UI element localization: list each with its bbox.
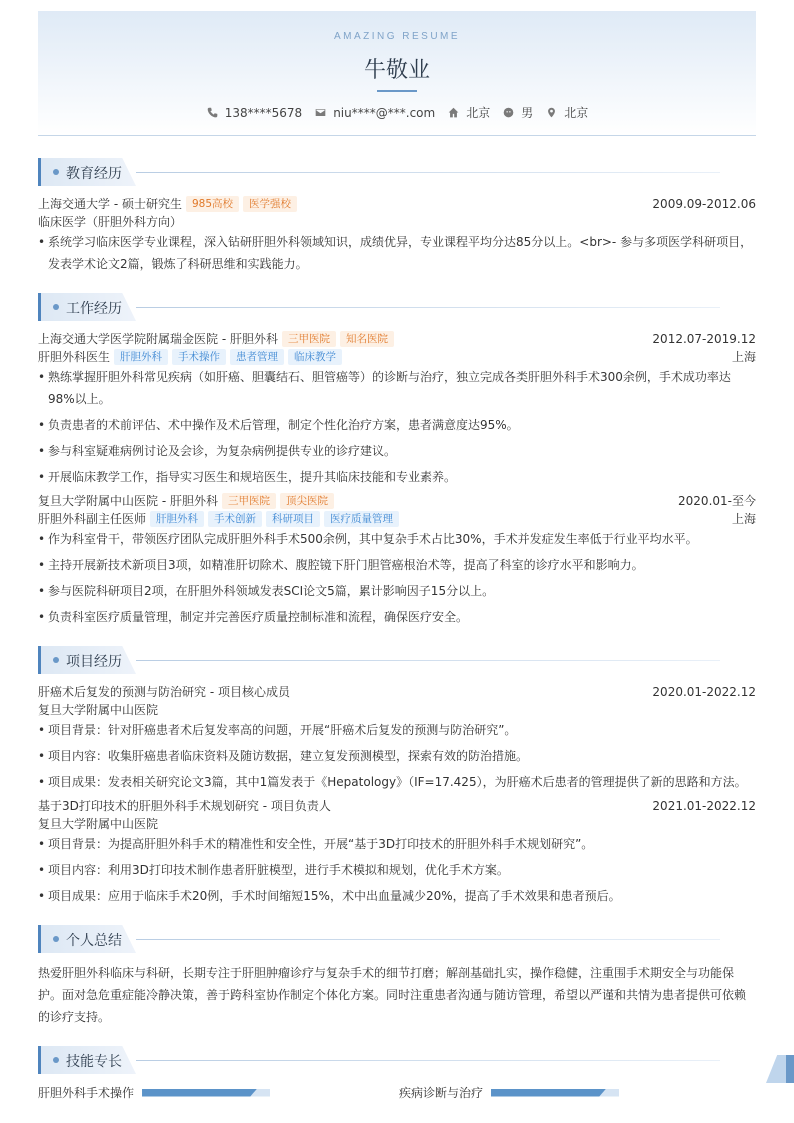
- project-title-row: [38, 797, 756, 814]
- work-role-tag: 医疗质量管理: [324, 511, 399, 527]
- work-org-tag: 三甲医院: [282, 331, 336, 347]
- work-bullet: • 负责科室医疗质量管理，制定并完善医疗质量控制标准和流程，确保医疗安全。: [38, 606, 756, 628]
- work-role-row: [38, 510, 756, 527]
- project-bullet: • 项目内容：收集肝癌患者临床资料及随访数据，建立复发预测模型，探索有效的防治措施。: [38, 745, 756, 767]
- section-dot: [53, 169, 59, 175]
- work-org: 复旦大学附属中山医院 - 肝胆外科: [38, 494, 218, 508]
- skill-fill: [491, 1089, 606, 1097]
- skill-bar: [491, 1089, 619, 1097]
- candidate-name: 牛敬业: [363, 58, 430, 83]
- contact-location: [545, 104, 588, 121]
- project-org: 复旦大学附属中山医院: [38, 703, 159, 717]
- contact-text: niu****@***.com: [333, 105, 436, 120]
- skill-bar: [142, 1089, 270, 1097]
- work-bullet: • 熟练掌握肝胆外科常见疾病（如肝癌、胆囊结石、胆管癌等）的诊断与治疗，独立完成各类肝胆外科手术300余例，手术成功率达98%以上。: [38, 366, 756, 410]
- name-underline: [377, 90, 417, 92]
- contact-text: 138****5678: [224, 105, 303, 120]
- project-org-row: [38, 701, 756, 718]
- work-city: 上海: [731, 512, 756, 526]
- project-date: 2020.01-2022.12: [652, 684, 756, 699]
- project-bullet: • 项目成果：应用于临床手术20例，手术时间缩短15%，术中出血量减少20%，提高了手术效果和患者预后。: [38, 885, 756, 907]
- section-title: 工作经历: [66, 301, 122, 317]
- work-role-tag: 临床教学: [288, 349, 342, 365]
- section-work-header: [38, 293, 756, 321]
- project-bullet: • 项目背景：针对肝癌患者术后复发率高的问题，开展“肝癌术后复发的预测与防治研究”。: [38, 719, 756, 741]
- section-dot: [53, 936, 59, 942]
- work-org-tag: 顶尖医院: [280, 493, 334, 509]
- work-org-tag: 知名医院: [340, 331, 394, 347]
- work-org-row: [38, 330, 756, 347]
- section-title: 个人总结: [66, 933, 122, 949]
- project-bullet: • 项目内容：利用3D打印技术制作患者肝脏模型，进行手术模拟和规划，优化手术方案。: [38, 859, 756, 881]
- section-divider: [136, 307, 720, 308]
- work-bullet: • 参与医院科研项目2项，在肝胆外科领域发表SCI论文5篇，累计影响因子15分以上。: [38, 580, 756, 602]
- section-divider: [136, 660, 720, 661]
- education-major-row: [38, 213, 756, 230]
- project-org: 复旦大学附属中山医院: [38, 817, 159, 831]
- header-tagline: AMAZING RESUME: [333, 31, 461, 42]
- work-role-tag: 肝胆外科: [114, 349, 168, 365]
- contact-text: 男: [521, 106, 534, 120]
- project-title: 肝癌术后复发的预测与防治研究 - 项目核心成员: [38, 685, 290, 699]
- contact-list: [38, 104, 756, 121]
- contact-email: [314, 106, 435, 120]
- work-org: 上海交通大学医学院附属瑞金医院 - 肝胆外科: [38, 332, 278, 346]
- skill-item: [399, 1084, 619, 1101]
- project-date: 2021.01-2022.12: [652, 798, 756, 813]
- skill-item: [38, 1084, 270, 1101]
- education-date: 2009.09-2012.06: [652, 196, 756, 211]
- work-date: 2012.07-2019.12: [652, 331, 756, 346]
- contact-home: [447, 104, 490, 121]
- section-divider: [136, 939, 720, 940]
- section-dot: [53, 657, 59, 663]
- education-entry: [38, 195, 756, 212]
- section-summary-header: [38, 925, 756, 953]
- project-title: 基于3D打印技术的肝胆外科手术规划研究 - 项目负责人: [38, 799, 331, 813]
- mail-icon: [314, 106, 327, 119]
- resume-header: [38, 11, 756, 136]
- contact-text: 北京: [466, 106, 491, 120]
- skill-name: 疾病诊断与治疗: [399, 1086, 484, 1100]
- project-title-row: [38, 683, 756, 700]
- work-bullet: • 作为科室骨干，带领医疗团队完成肝胆外科手术500余例，其中复杂手术占比30%，手术并发症发生率低于行业平均水平。: [38, 528, 756, 550]
- education-tag: 医学强校: [243, 196, 297, 212]
- work-role: 肝胆外科副主任医师: [38, 512, 147, 526]
- section-title: 项目经历: [66, 654, 122, 670]
- work-role-tag: 患者管理: [230, 349, 284, 365]
- project-bullet: • 项目背景：为提高肝胆外科手术的精准性和安全性，开展“基于3D打印技术的肝胆外科手术规划研究”。: [38, 833, 756, 855]
- work-role-tag: 手术操作: [172, 349, 226, 365]
- work-bullet: • 负责患者的术前评估、术中操作及术后管理，制定个性化治疗方案，患者满意度达95%。: [38, 414, 756, 436]
- location-icon: [545, 106, 558, 119]
- work-role-tag: 肝胆外科: [150, 511, 204, 527]
- work-city: 上海: [731, 350, 756, 364]
- project-org-row: [38, 815, 756, 832]
- project-bullet: • 项目成果：发表相关研究论文3篇，其中1篇发表于《Hepatology》（IF=17.425），为肝癌术后患者的管理提供了新的思路和方法。: [38, 771, 756, 793]
- education-school: 上海交通大学 - 硕士研究生: [38, 197, 182, 211]
- section-skills-header: [38, 1046, 756, 1074]
- work-role-row: [38, 348, 756, 365]
- phone-icon: [206, 106, 219, 119]
- work-role-tag: 科研项目: [266, 511, 320, 527]
- education-bullet: • 系统学习临床医学专业课程，深入钻研肝胆外科领域知识，成绩优异，专业课程平均分达85分以上。<br>- 参与多项医学科研项目，发表学术论文2篇，锻炼了科研思维和实践能力。: [38, 231, 756, 275]
- section-projects-header: [38, 646, 756, 674]
- work-org-row: [38, 492, 756, 509]
- gender-icon: [502, 106, 515, 119]
- contact-gender: [502, 104, 533, 121]
- page-corner-accent: [786, 1055, 794, 1083]
- education-major: 临床医学（肝胆外科方向）: [38, 215, 183, 229]
- section-education-header: [38, 158, 756, 186]
- work-org-tag: 三甲医院: [222, 493, 276, 509]
- work-date: 2020.01-至今: [678, 494, 756, 508]
- section-divider: [136, 1060, 720, 1061]
- work-bullet: • 开展临床教学工作，指导实习医生和规培医生，提升其临床技能和专业素养。: [38, 466, 756, 488]
- skill-name: 肝胆外科手术操作: [38, 1086, 135, 1100]
- section-title: 教育经历: [66, 166, 122, 182]
- education-tag: 985高校: [186, 196, 239, 212]
- work-role-tag: 手术创新: [208, 511, 262, 527]
- section-title: 技能专长: [66, 1054, 122, 1070]
- work-role: 肝胆外科医生: [38, 350, 111, 364]
- summary-text: 热爱肝胆外科临床与科研，长期专注于肝胆肿瘤诊疗与复杂手术的细节打磨；解剖基础扎实，操作稳健，注重围手术期安全与功能保护。面对急危重症能冷静决策，善于跨科室协作制定个体化方案。同时注重患者沟通与随访管理，希望以严谨和共情为患者提供可依赖的诊疗支持。: [38, 966, 747, 1024]
- section-dot: [53, 1057, 59, 1063]
- contact-text: 北京: [564, 106, 589, 120]
- work-bullet: • 主持开展新技术新项目3项，如精准肝切除术、腹腔镜下肝门胆管癌根治术等，提高了科室的诊疗水平和影响力。: [38, 554, 756, 576]
- work-bullet: • 参与科室疑难病例讨论及会诊，为复杂病例提供专业的诊疗建议。: [38, 440, 756, 462]
- home-icon: [447, 106, 460, 119]
- skill-fill: [142, 1089, 257, 1097]
- section-dot: [53, 304, 59, 310]
- section-divider: [136, 172, 720, 173]
- contact-phone: [206, 106, 302, 120]
